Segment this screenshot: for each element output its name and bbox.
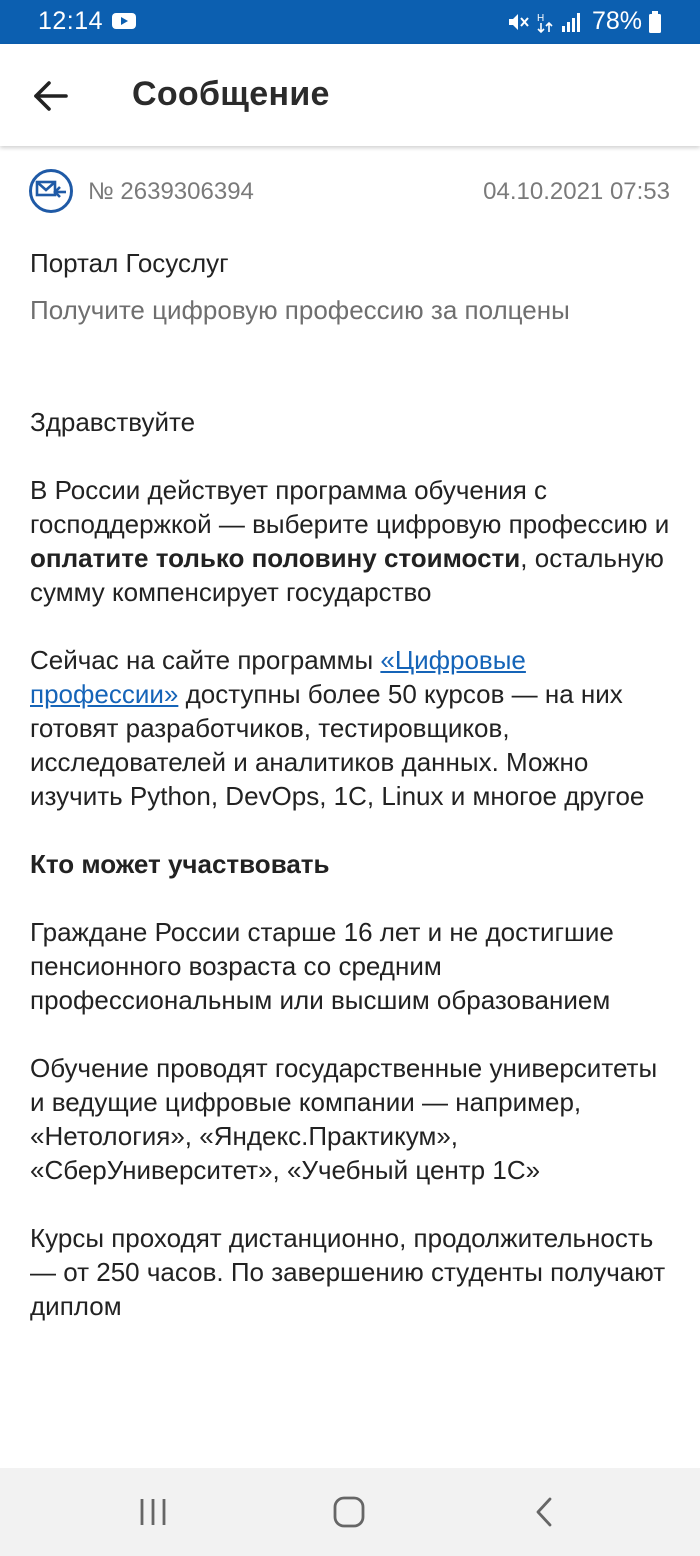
message-subject: Получите цифровую профессию за полцены bbox=[30, 295, 570, 325]
message-date: 04.10.2021 07:53 bbox=[483, 178, 670, 205]
paragraph-courses-text: Сейчас на сайте программы bbox=[30, 645, 381, 675]
paragraph-program-text: В России действует программа обучения с господдержкой — выберите цифровую профессию и bbox=[30, 475, 670, 539]
message-number: № 2639306394 bbox=[88, 178, 254, 205]
page-title: Сообщение bbox=[132, 75, 330, 113]
digital-professions-link[interactable]: «Цифровые профессии» bbox=[30, 645, 526, 709]
arrow-left-icon[interactable] bbox=[22, 68, 78, 124]
paragraph-universities: Обучение проводят государственные университеты и ведущие цифровые компании — например, «Нетология», «Яндекс.Практикум», «СберУниверситет», «Учебный центр 1С» bbox=[30, 1053, 658, 1185]
battery-icon bbox=[648, 10, 662, 34]
paragraph-course-format: Курсы проходят дистанционно, продолжительность — от 250 часов. По завершению студенты получают диплом bbox=[30, 1223, 666, 1321]
svg-text:H: H bbox=[536, 12, 545, 24]
youtube-icon bbox=[112, 11, 136, 31]
paragraph-program bbox=[30, 473, 675, 609]
incoming-mail-icon bbox=[28, 168, 74, 214]
status-icons bbox=[506, 7, 662, 36]
signal-icon bbox=[560, 10, 584, 34]
paragraph-eligibility: Граждане России старше 16 лет и не достигшие пенсионного возраста со средним профессиональным или высшим образованием bbox=[30, 917, 614, 1015]
heading-who-can-participate: Кто может участвовать bbox=[30, 849, 330, 879]
data-transfer-icon bbox=[536, 10, 554, 34]
status-bar bbox=[0, 0, 700, 44]
message-sender: Портал Госуслуг bbox=[30, 248, 229, 278]
greeting: Здравствуйте bbox=[30, 407, 196, 437]
system-nav-bar bbox=[0, 1468, 700, 1556]
message-body bbox=[30, 405, 675, 1357]
paragraph-courses bbox=[30, 643, 675, 813]
app-bar bbox=[0, 44, 700, 146]
message-meta bbox=[0, 166, 700, 216]
back-icon[interactable] bbox=[523, 1490, 567, 1534]
paragraph-program-text-end: , остальную сумму компенсирует государство bbox=[30, 543, 664, 607]
paragraph-courses-text-end: доступны более 50 курсов — на них готовят разработчиков, тестировщиков, исследователей и аналитиков данных. Можно изучить Python, DevOps, 1С, Linux и многое другое bbox=[30, 679, 645, 811]
mute-icon bbox=[506, 10, 530, 34]
battery-percentage: 78% bbox=[591, 7, 642, 35]
paragraph-program-bold: оплатите только половину стоимости bbox=[30, 543, 521, 573]
home-icon[interactable] bbox=[327, 1490, 371, 1534]
status-time: 12:14 bbox=[38, 7, 104, 35]
recent-apps-icon[interactable] bbox=[131, 1490, 175, 1534]
